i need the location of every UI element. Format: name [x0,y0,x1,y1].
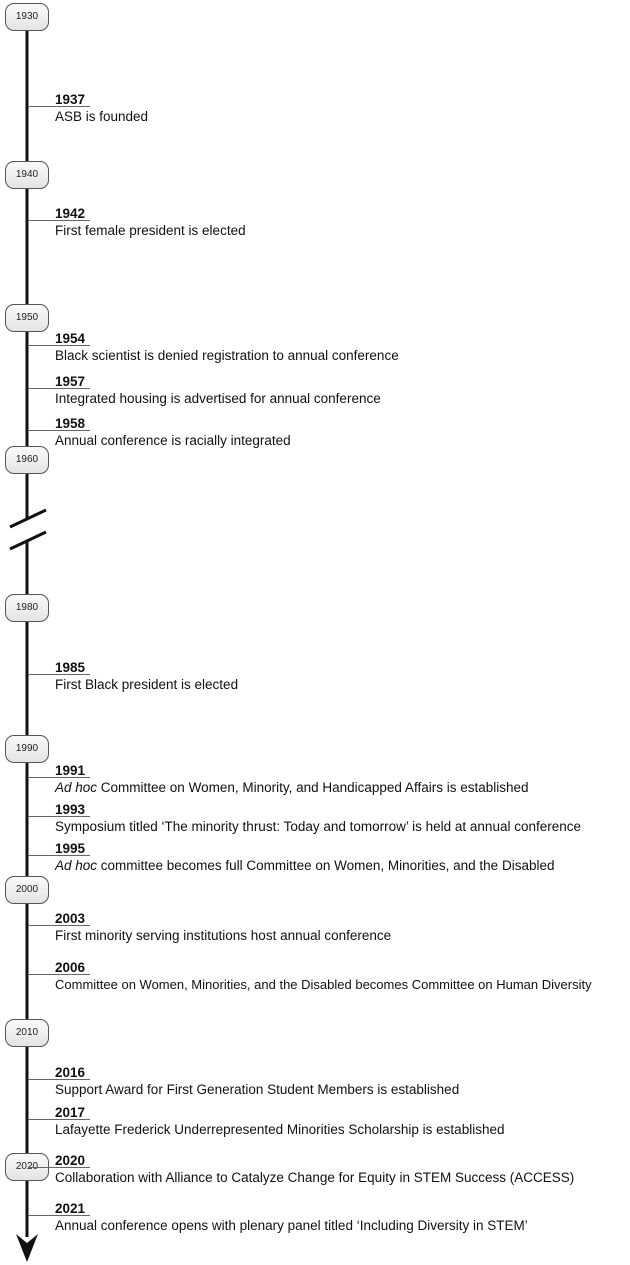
event-year: 1991 [55,763,86,778]
decade-marker-1930: 1930 [5,3,49,31]
event-2021 [55,1201,528,1234]
event-1954 [55,331,399,364]
event-year: 1993 [55,802,86,817]
event-1993 [55,802,581,835]
event-2003 [55,911,391,944]
event-description: First Black president is elected [55,677,239,692]
event-year: 1958 [55,416,86,431]
axis-arrowhead-icon [16,1234,38,1262]
decade-marker-1940: 1940 [5,161,49,189]
event-description: First female president is elected [55,223,246,238]
event-2017 [55,1105,504,1138]
decade-marker-2000: 2000 [5,876,49,904]
event-description: Symposium titled ‘The minority thrust: Today and tomorrow’ is held at annual conference [55,819,582,834]
event-description: Annual conference is racially integrated [55,433,291,448]
event-year: 1957 [55,374,86,389]
event-description: First minority serving institutions host annual conference [55,928,392,943]
decade-marker-1960: 1960 [5,446,49,474]
event-2016 [55,1065,459,1098]
event-year: 2006 [55,960,86,975]
event-1942 [55,206,246,239]
event-description: Integrated housing is advertised for annual conference [55,391,381,406]
event-year: 2017 [55,1105,86,1120]
event-2020 [55,1153,574,1186]
decade-marker-1980: 1980 [5,594,49,622]
event-description: Support Award for First Generation Student Members is established [55,1082,460,1097]
event-year: 2003 [55,911,86,926]
decade-marker-1950: 1950 [5,304,49,332]
event-1991 [55,763,529,796]
event-description: Ad hoc committee becomes full Committee on Women, Minorities, and the Disabled [55,858,555,873]
event-1995 [55,841,554,874]
decade-marker-2010: 2010 [5,1019,49,1047]
event-description: Lafayette Frederick Underrepresented Minorities Scholarship is established [55,1122,505,1137]
event-year: 2016 [55,1065,86,1080]
event-year: 1995 [55,841,86,856]
event-description: Annual conference opens with plenary panel titled ‘Including Diversity in STEM’ [55,1218,528,1233]
event-year: 1985 [55,660,86,675]
decade-marker-1990: 1990 [5,735,49,763]
event-year: 1937 [55,92,86,107]
event-year: 2020 [55,1153,86,1168]
decade-marker-2020: 2020 [5,1153,49,1181]
event-1958 [55,416,291,449]
event-year: 1954 [55,331,86,346]
event-1985 [55,660,238,693]
event-description: Committee on Women, Minorities, and the Disabled becomes Committee on Human Diversity [55,977,592,992]
event-year: 1942 [55,206,86,221]
event-description: ASB is founded [55,109,149,124]
event-1937 [55,92,148,125]
event-description: Ad hoc Committee on Women, Minority, and Handicapped Affairs is established [55,780,529,795]
event-description: Black scientist is denied registration to annual conference [55,348,399,363]
event-description: Collaboration with Alliance to Catalyze Change for Equity in STEM Success (ACCESS) [55,1170,575,1185]
event-2006 [55,960,592,993]
event-1957 [55,374,381,407]
event-year: 2021 [55,1201,86,1216]
